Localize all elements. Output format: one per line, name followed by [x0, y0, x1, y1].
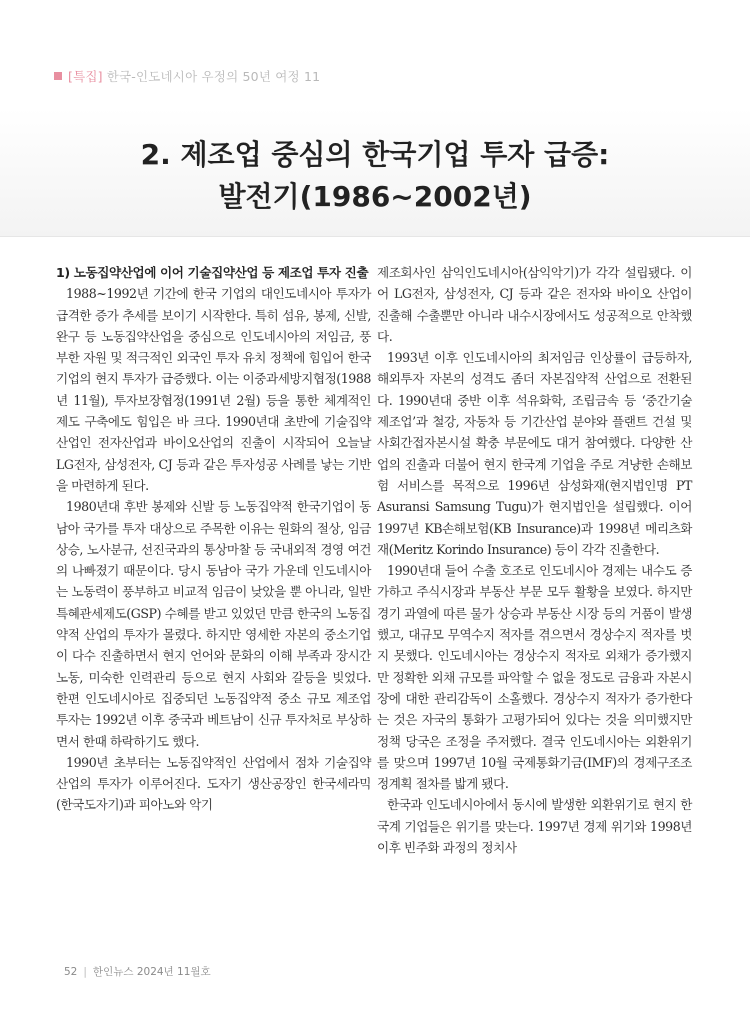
article-title: [0, 134, 750, 218]
article-title-line1: 2. 제조업 중심의 한국기업 투자 급증:: [140, 138, 610, 171]
series-title: 한국-인도네시아 우정의 50년 여정 11: [106, 69, 321, 84]
subheading: 1) 노동집약산업에 이어 기술집약산업 등 제조업 투자 진출: [56, 265, 369, 280]
paragraph: 1990년 초부터는 노동집약적인 산업에서 점차 기술집약산업의 투자가 이루어진다. 도자기 생산공장인 한국세라믹(한국도자기)과 피아노와 악기: [56, 754, 371, 813]
paragraph: 1980년대 후반 봉제와 신발 등 노동집약적 한국기업이 동남아 국가를 투자 대상으로 주목한 이유는 원화의 절상, 임금 상승, 노사분규, 선진국과의 통상마찰 등 국내외적 경영 여건의 나빠졌기 때문이다. 당시 동남아 국가 가운데 인도네시아는 노동력이 풍부하고 비교적 임금이 낮았을 뿐 아니라, 일반특혜관세제도(GSP) 수혜를 받고 있었던 만큼 한국의 노동집약적 산업의 투자가 몰렸다. 하지만 영세한 자본의 중소기업이 다수 진출하면서 현지 언어와 문화의 이해 부족과 장시간 노동, 미숙한 인력관리 등으로 현지 사회와 갈등을 빚었다. 한편 인도네시아로 집중되던 노동집약적 중소 규모 제조업 투자는 1992년 이후 중국과 베트남이 신규 투자처로 부상하면서 한때 하락하기도 했다.: [56, 499, 371, 749]
page-footer: [64, 964, 211, 979]
paragraph: 한국과 인도네시아에서 동시에 발생한 외환위기로 현지 한국계 기업들은 위기를 맞는다. 1997년 경제 위기와 1998년 이후 빈주화 과정의 정치사: [377, 797, 692, 856]
right-column: [377, 262, 692, 858]
square-bullet-icon: [54, 72, 62, 80]
article-title-line2: 발전기(1986~2002년): [218, 180, 532, 213]
page-number: 52: [64, 966, 78, 978]
paragraph: 1993년 이후 인도네시아의 최저임금 인상률이 급등하자, 해외투자 자본의 성격도 좀더 자본집약적 산업으로 전환된다. 1990년대 중반 이후 석유화학, 조립금속 등 ‘중간기술 제조업’과 철강, 자동차 등 기간산업 분야와 플랜트 건설 및 사회간접자본시설 확충 부문에도 대거 참여했다. 다양한 산업의 진출과 더불어 현지 한국계 기업을 주로 겨냥한 손해보험 서비스를 목적으로 1996년 삼성화재(현지법인명 PT Asuransi Samsung Tugu)가 현지법인을 설립했다. 이어 1997년 KB손해보험(KB Insurance)과 1998년 메리츠화재(Meritz Korindo Insurance) 등이 각각 진출한다.: [377, 350, 692, 557]
section-header: [54, 67, 320, 85]
left-column: [56, 262, 371, 816]
paragraph: 1990년대 들어 수출 호조로 인도네시아 경제는 내수도 증가하고 주식시장과 부동산 부문 모두 활황을 보였다. 하지만 경기 과열에 따른 물가 상승과 부동산 시장 등의 거품이 발생했고, 대규모 무역수지 적자를 겪으면서 경상수지 적자를 벗지 못했다. 인도네시아는 경상수지 적자로 외채가 증가했지만 정확한 외채 규모를 파악할 수 없을 정도로 금융과 자본시장에 대한 관리감독이 소홀했다. 경상수지 적자가 증가한다는 것은 자국의 통화가 고평가되어 있다는 것을 의미했지만 정책 당국은 조정을 주저했다. 결국 인도네시아는 외환위기를 맞으며 1997년 10월 국제통화기금(IMF)의 경제구조조정계획 절차를 밟게 됐다.: [377, 563, 692, 792]
section-tag: [특집]: [68, 69, 103, 84]
paragraph: 1988~1992년 기간에 한국 기업의 대인도네시아 투자가 급격한 증가 추세를 보이기 시작한다. 특히 섬유, 봉제, 신발, 완구 등 노동집약산업을 중심으로 인도네시아의 저임금, 풍부한 자원 및 적극적인 외국인 투자 유치 정책에 힘입어 한국기업의 현지 투자가 급증했다. 이는 이중과세방지협정(1988년 11월), 투자보장협정(1991년 2월) 등을 통한 체계적인 제도 구축에도 힘입은 바 크다. 1990년대 초반에 기술집약산업인 전자산업과 바이오산업의 진출이 시작되어 오늘날 LG전자, 삼성전자, CJ 등과 같은 투자성공 사례를 낳는 기반을 마련하게 된다.: [56, 286, 371, 493]
publication-name: 한인뉴스 2024년 11월호: [92, 966, 211, 978]
footer-divider: |: [83, 966, 87, 978]
paragraph: 제조회사인 삼익인도네시아(삼익악기)가 각각 설립됐다. 이어 LG전자, 삼성전자, CJ 등과 같은 전자와 바이오 산업이 진출해 수출뿐만 아니라 내수시장에서도 성공적으로 안착했다.: [377, 265, 692, 344]
